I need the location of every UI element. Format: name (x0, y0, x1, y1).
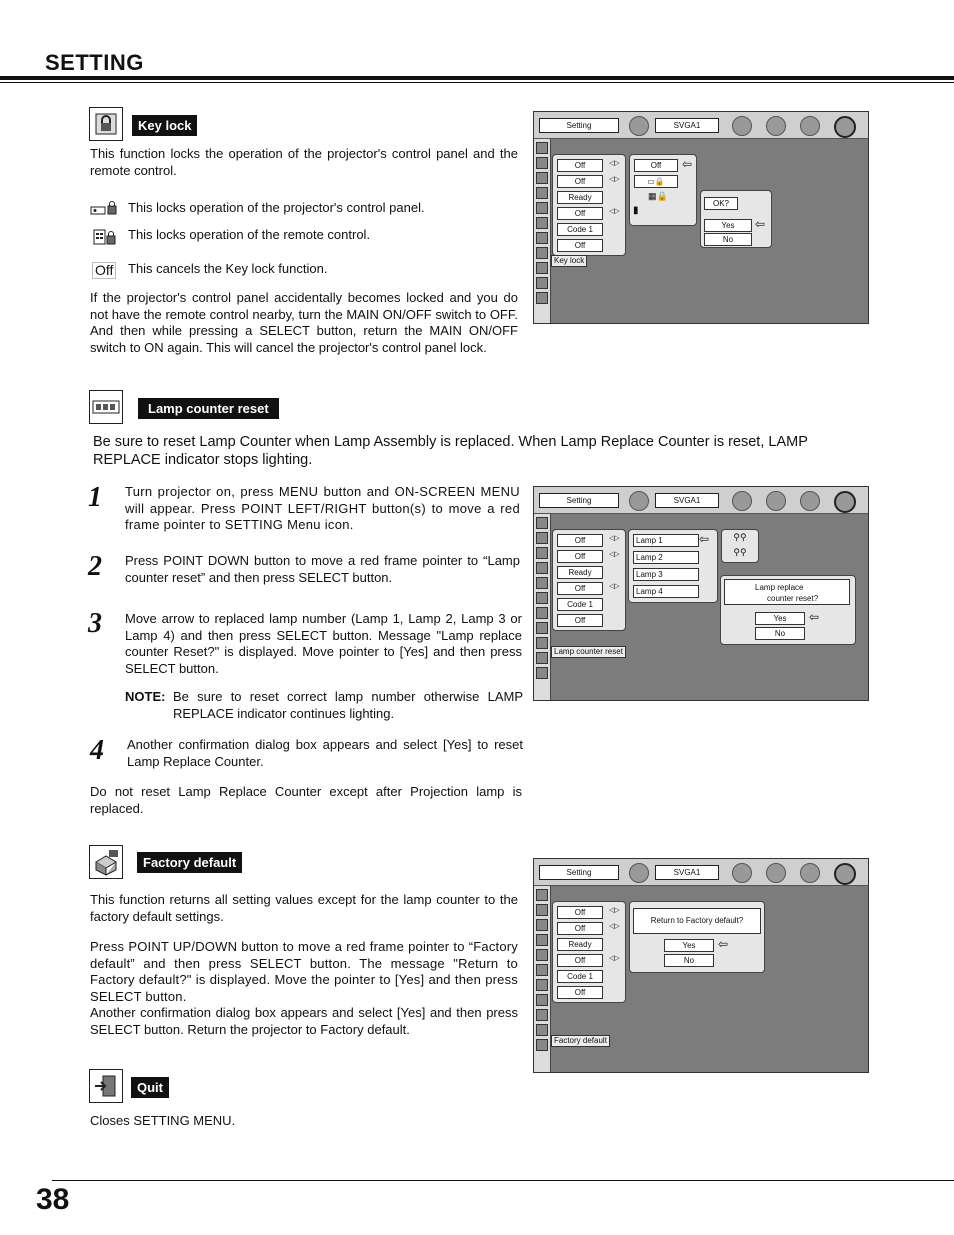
step-number: 3 (88, 608, 102, 639)
lamp-counter-icon (89, 390, 123, 424)
arrows-icon: ◁▷ (609, 583, 620, 590)
setting-menu-icon (834, 116, 856, 138)
bar-mode-label: SVGA1 (655, 493, 719, 508)
panel-lock-option: ▭🔒 (634, 175, 678, 188)
menu-bar (534, 112, 868, 139)
menu-bar-icon (800, 116, 820, 136)
factory-default-para-3: Another confirmation dialog box appears and select [Yes] and then press SELECT button. Return the projector to Factory default. (90, 1005, 518, 1037)
side-icon (536, 1024, 548, 1036)
factory-confirm-dialog (629, 901, 765, 973)
arrows-icon: ◁▷ (609, 208, 620, 215)
settings-panel (552, 529, 626, 631)
header-rule (0, 76, 954, 80)
no-button: No (704, 233, 752, 246)
menu-value: Code 1 (557, 970, 603, 983)
menu-bar-icon (732, 863, 752, 883)
lamp-option: Lamp 3 (633, 568, 699, 581)
lamp-counter-tag: Lamp counter reset (551, 646, 626, 658)
confirm-text: OK? (704, 197, 738, 210)
menu-bar-icon (732, 491, 752, 511)
quit-text: Closes SETTING MENU. (90, 1113, 236, 1128)
side-icon (536, 667, 548, 679)
menu-value: Off (557, 175, 603, 188)
side-icon (536, 652, 548, 664)
quit-icon: ▮ (633, 205, 639, 216)
key-lock-option-2-text: This locks operation of the remote control. (128, 227, 371, 242)
menu-value: Off (557, 207, 603, 220)
factory-default-tag: Factory default (551, 1035, 610, 1047)
lamp-counter-warning: Do not reset Lamp Replace Counter except after Projection lamp is replaced. (90, 784, 522, 816)
arrows-icon: ◁▷ (609, 176, 620, 183)
menu-value: Ready (557, 566, 603, 579)
side-icon (536, 232, 548, 244)
side-icon (536, 547, 548, 559)
remote-lock-icon (92, 228, 118, 251)
lamp-counter-screenshot (533, 486, 869, 701)
step-text: Another confirmation dialog box appears and select [Yes] to reset Lamp Replace Counter. (127, 737, 523, 769)
no-button: No (755, 627, 805, 640)
settings-panel (552, 901, 626, 1003)
menu-bar (534, 487, 868, 514)
menu-value: Ready (557, 938, 603, 951)
pointer-icon: ⇦ (699, 532, 710, 546)
quit-label: Quit (131, 1077, 169, 1098)
side-icon (536, 202, 548, 214)
side-icon (536, 919, 548, 931)
menu-value: Ready (557, 191, 603, 204)
menu-value: Off (557, 954, 603, 967)
key-lock-tag: Key lock (551, 255, 587, 267)
arrows-icon: ◁▷ (609, 160, 620, 167)
lamp-confirm-dialog (720, 575, 856, 645)
settings-panel (552, 154, 626, 256)
arrows-icon: ◁▷ (609, 923, 620, 930)
side-icon (536, 1039, 548, 1051)
factory-default-icon (89, 845, 123, 879)
menu-bar-icon (629, 863, 649, 883)
key-lock-screenshot (533, 111, 869, 324)
key-lock-option-1-text: This locks operation of the projector's control panel. (128, 200, 425, 215)
menu-value: Off (557, 550, 603, 563)
key-lock-option-3-text: This cancels the Key lock function. (128, 261, 328, 276)
menu-value: Off (557, 986, 603, 999)
key-lock-intro: This function locks the operation of the projector's control panel and the remote control. (90, 146, 518, 178)
side-icon (536, 1009, 548, 1021)
side-icon (536, 517, 548, 529)
note-text: Be sure to reset correct lamp number otherwise LAMP REPLACE indicator continues lighting. (173, 689, 523, 721)
lamp-counter-intro: Be sure to reset Lamp Counter when Lamp Assembly is replaced. When Lamp Replace Counter is reset, LAMP REPLACE indicator stops lighting. (93, 434, 808, 468)
side-icon (536, 292, 548, 304)
step-text: Move arrow to replaced lamp number (Lamp 1, Lamp 2, Lamp 3 or Lamp 4) and then press SELECT button. Message "Lamp replace counter Reset?" is displayed. Move pointer to [Yes] and then press SELECT button. (125, 611, 522, 676)
side-icon (536, 217, 548, 229)
header-rule-thin (0, 82, 954, 83)
side-icon (536, 592, 548, 604)
pointer-icon: ⇦ (809, 610, 820, 624)
arrows-icon: ◁▷ (609, 535, 620, 542)
lamp-counter-label: Lamp counter reset (138, 398, 279, 419)
side-icon (536, 247, 548, 259)
menu-bar (534, 859, 868, 886)
lamp-option: Lamp 2 (633, 551, 699, 564)
menu-bar-icon (629, 116, 649, 136)
step-number: 4 (90, 735, 104, 766)
side-icon (536, 157, 548, 169)
pointer-icon: ⇦ (718, 937, 729, 951)
factory-default-screenshot (533, 858, 869, 1073)
menu-value: Off (557, 239, 603, 252)
side-icon (536, 142, 548, 154)
side-icon (536, 904, 548, 916)
factory-default-para-1: This function returns all setting values except for the lamp counter to the factory default settings. (90, 892, 518, 924)
step-text: Press POINT DOWN button to move a red frame pointer to “Lamp counter reset” and then press SELECT button. (125, 553, 520, 585)
side-icon (536, 622, 548, 634)
side-icon (536, 949, 548, 961)
step-number: 1 (88, 482, 102, 513)
no-button: No (664, 954, 714, 967)
step-text: Turn projector on, press MENU button and ON-SCREEN MENU will appear. Press POINT LEFT/RIGHT button(s) to move a red frame pointer to SETTING Menu icon. (125, 484, 520, 532)
yes-button: Yes (755, 612, 805, 625)
side-icon (536, 964, 548, 976)
menu-value: Off (557, 906, 603, 919)
side-icon (536, 889, 548, 901)
side-icon (536, 994, 548, 1006)
side-icon (536, 187, 548, 199)
key-lock-label: Key lock (132, 115, 197, 136)
side-icon-column (534, 514, 551, 700)
factory-default-label: Factory default (137, 852, 242, 873)
note-label: NOTE: (125, 689, 166, 704)
yes-button: Yes (704, 219, 752, 232)
lamp-status-icons: ⚲⚲ ⚲⚲ (721, 529, 759, 563)
side-icon (536, 562, 548, 574)
confirm-dialog (700, 190, 772, 248)
footer-rule (52, 1180, 954, 1181)
panel-lock-icon (90, 201, 118, 222)
side-icon-column (534, 886, 551, 1072)
submenu-off: Off (634, 159, 678, 172)
page-number: 38 (36, 1183, 70, 1216)
quit-icon (89, 1069, 123, 1103)
side-icon (536, 277, 548, 289)
arrows-icon: ◁▷ (609, 955, 620, 962)
menu-value: Off (557, 159, 603, 172)
menu-bar-icon (800, 491, 820, 511)
bar-setting-label: Setting (539, 865, 619, 880)
factory-default-para-2: Press POINT UP/DOWN button to move a red frame pointer to “Factory default” and then press SELECT button. The message "Return to Factory default?" is displayed. Move the pointer to [Yes] and then press SELECT button. (90, 939, 518, 1004)
arrows-icon: ◁▷ (609, 551, 620, 558)
bar-setting-label: Setting (539, 493, 619, 508)
menu-bar-icon (629, 491, 649, 511)
confirm-line-1: Lamp replace (755, 583, 804, 592)
bar-mode-label: SVGA1 (655, 118, 719, 133)
menu-value: Off (557, 582, 603, 595)
remote-lock-option-icon: ▦🔒 (648, 191, 668, 201)
side-icon (536, 607, 548, 619)
menu-value: Code 1 (557, 223, 603, 236)
side-icon (536, 934, 548, 946)
side-icon (536, 637, 548, 649)
side-icon-column (534, 139, 551, 323)
lamp-submenu (628, 529, 718, 603)
bar-mode-label: SVGA1 (655, 865, 719, 880)
pointer-icon: ⇦ (682, 157, 693, 171)
lamp-option: Lamp 1 (633, 534, 699, 547)
off-icon: Off (92, 262, 116, 279)
side-icon (536, 532, 548, 544)
menu-value: Code 1 (557, 598, 603, 611)
key-lock-icon (89, 107, 123, 141)
side-icon (536, 577, 548, 589)
menu-bar-icon (766, 116, 786, 136)
step-number: 2 (88, 551, 102, 582)
menu-value: Off (557, 922, 603, 935)
menu-bar-icon (732, 116, 752, 136)
confirm-message (724, 579, 850, 605)
pointer-icon: ⇦ (755, 217, 766, 231)
key-lock-submenu (629, 154, 697, 226)
side-icon (536, 172, 548, 184)
setting-menu-icon (834, 491, 856, 513)
menu-value: Off (557, 534, 603, 547)
key-lock-note: If the projector's control panel accidentally becomes locked and you do not have the remote control nearby, turn the MAIN ON/OFF switch to OFF. And then while pressing a SELECT button, return the MAIN ON/OFF switch to ON again. This will cancel the projector's control panel lock. (90, 290, 518, 355)
menu-bar-icon (766, 863, 786, 883)
side-icon (536, 262, 548, 274)
page-title: SETTING (45, 50, 144, 75)
bar-setting-label: Setting (539, 118, 619, 133)
confirm-line-2: counter reset? (767, 594, 819, 603)
menu-value: Off (557, 614, 603, 627)
confirm-message: Return to Factory default? (633, 908, 761, 934)
yes-button: Yes (664, 939, 714, 952)
setting-menu-icon (834, 863, 856, 885)
menu-bar-icon (766, 491, 786, 511)
side-icon (536, 979, 548, 991)
menu-bar-icon (800, 863, 820, 883)
arrows-icon: ◁▷ (609, 907, 620, 914)
lamp-option: Lamp 4 (633, 585, 699, 598)
